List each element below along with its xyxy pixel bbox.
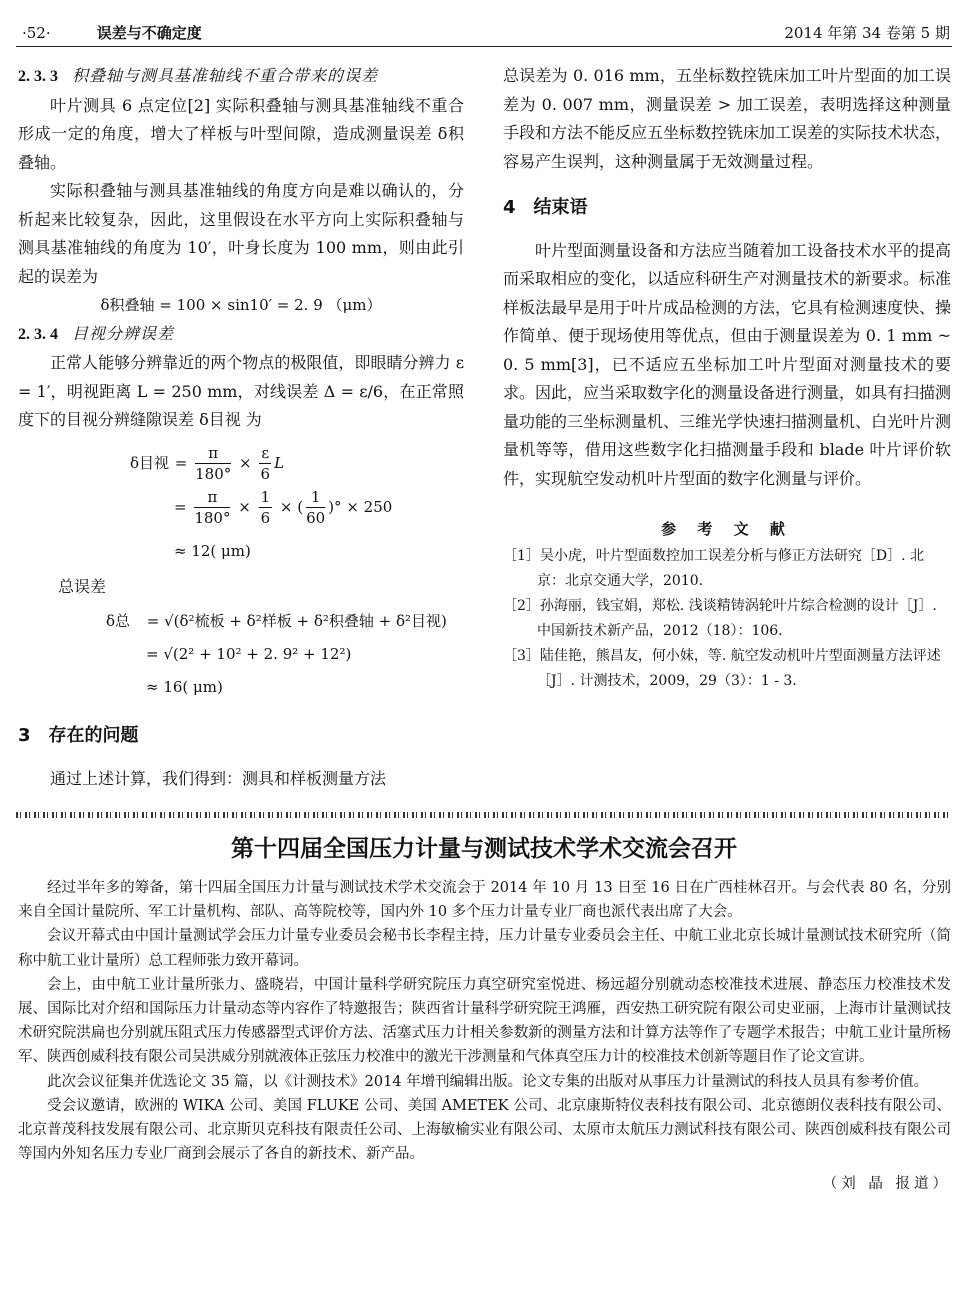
references-heading: 参 考 文 献 (661, 520, 793, 538)
paragraph: 叶片型面测量设备和方法应当随着加工设备技术水平的提高而采取相应的变化，以适应科研生产对测量技术的新要求。标准样板法最早是用于叶片成品检测的方法，它具有检测速度快、操作简单、便于现场使用等优点，但由于测量误差为 0. 1 mm ~ 0. 5 mm[3]，已不适应五坐标加工叶片型面对测量技术的要求。因此，应当采取数字化的测量设备进行测量，如具有扫描测量功能的三坐标测量机、三维光学快速扫描测量机、白光叶片测量机等等，借用这些数字化扫描测量手段和 blade 叶片评价软件，实现航空发动机叶片型面的数字化测量与评价。 (503, 240, 952, 488)
issue-info: 2014 年第 34 卷第 5 期 (784, 24, 950, 42)
section-4-heading: 4 结束语 (503, 197, 588, 218)
news-article (18, 876, 951, 1197)
journal-section-title: 误差与不确定度 (96, 24, 202, 42)
paragraph: 正常人能够分辨靠近的两个物点的极限值，即眼睛分辨力 ε = 1′，明视距离 L = 250 mm，对线误差 Δ = ε/6，在正常照度下的目视分辨缝隙误差 δ目视 为 (18, 353, 464, 429)
equation-3: δ总 = √(δ²梳板 + δ²样板 + δ²积叠轴 + δ²目视) = √(2² + 10² + 2. 9² + 12²) ≈ 16( μm) (106, 612, 447, 696)
reference-item: ［3］陆佳艳，熊昌友，何小妹，等. 航空发动机叶片型面测量方法评述［J］. 计测技术，2009，29（3）：1 - 3. (503, 647, 941, 689)
section-3-heading: 3 存在的问题 (18, 725, 139, 746)
reference-item: ［2］孙海丽，钱宝娟，郑松. 浅谈精铸涡轮叶片综合检测的设计［J］. 中国新技术新产品，2012（18）：106. (503, 597, 937, 639)
news-paragraph: 经过半年多的筹备，第十四届全国压力计量与测试技术学术交流会于 2014 年 10 月 13 日至 16 日在广西桂林召开。与会代表 80 名，分别来自全国计量院所、军工计量机构、部队、高等院校等，国内外 10 多个压力计量专业厂商也派代表出席了大会。 (18, 880, 951, 921)
left-column (18, 62, 464, 793)
section-2-3-4-heading: 2. 3. 4 目视分辨误差 (18, 323, 175, 343)
news-paragraph: 会议开幕式由中国计量测试学会压力计量专业委员会秘书长李程主持，压力计量专业委员会主任、中航工业北京长城计量测试技术研究所（简称中航工业计量所）总工程师张力致开幕词。 (18, 928, 951, 969)
paragraph: 实际积叠轴与测具基准轴线的角度方向是难以确认的，分析起来比较复杂，因此，这里假设在水平方向上实际积叠轴与测具基准轴线的角度为 10′，叶身长度为 100 mm，则由此引起的误差为 (18, 181, 464, 286)
equation-1: δ积叠轴 = 100 × sin10′ = 2. 9 （μm） (100, 296, 382, 314)
news-paragraph: 受会议邀请，欧洲的 WIKA 公司、美国 FLUKE 公司、美国 AMETEK 公司、北京康斯特仪表科技有限公司、北京德朗仪表科技有限公司、北京普茂科技发展有限公司、北京斯贝克科技有限责任公司、上海敏榆实业有限公司、太原市太航压力测试科技有限公司、陕西创威科技有限公司等国内外知名压力专业厂商到会展示了各自的新技术、新产品。 (18, 1097, 951, 1163)
paragraph: 总误差为 0. 016 mm，五坐标数控铣床加工叶片型面的加工误差为 0. 007 mm，测量误差 > 加工误差，表明选择这种测量手段和方法不能反应五坐标数控铣床加工误差的实际技术状态，容易产生误判，这种测量属于无效测量过程。 (503, 66, 952, 171)
news-title: 第十四届全国压力计量与测试技术学术交流会召开 (231, 836, 737, 862)
news-paragraph: 会上，由中航工业计量所张力、盛晓岩，中国计量科学研究院压力真空研究室悦进、杨远超分别就动态校准技术进展、静态压力校准技术发展、国际比对介绍和国际压力计量动态等内容作了特邀报告；陕西省计量科学研究院王鸿雁，西安热工研究院有限公司史亚丽，上海市计量测试技术研究院洪扁也分别就压阻式压力传感器型式评价方法、活塞式压力计相关参数新的测量方法和计算方法等作了专题学术报告；中航工业计量所杨军、陕西创威科技有限公司吴洪威分别就液体正弦压力校准中的激光干涉测量和气体真空压力计的校准技术创新等题目作了论文宣讲。 (18, 976, 951, 1066)
reference-item: ［1］吴小虎，叶片型面数控加工误差分析与修正方法研究［D］. 北京：北京交通大学，2010. (503, 547, 925, 589)
paragraph: 通过上述计算，我们得到：测具和样板测量方法 (50, 768, 387, 788)
decorative-divider (16, 812, 952, 818)
equation-2: δ目视 = $\frac{\pi}{180^\circ}$ × $\frac{\varepsilon}{6}$ L = $\frac{\pi}{180^\circ}$ × $\frac{1}{6}$ × ( $\frac{1}{60}$ )° × 250 ≈ 12( μm) (130, 444, 393, 560)
total-error-label: 总误差 (58, 576, 107, 596)
reporter-credit: （刘 晶 报道） (822, 1176, 951, 1193)
right-column (503, 62, 951, 694)
section-2-3-3-heading: 2. 3. 3 积叠轴与测具基准轴线不重合带来的误差 (18, 66, 379, 85)
paragraph: 叶片测具 6 点定位[2] 实际积叠轴与测具基准轴线不重合形成一定的角度，增大了样板与叶型间隙，造成测量误差 δ积叠轴。 (18, 95, 464, 172)
page-number: ·52· (22, 24, 51, 42)
news-paragraph: 此次会议征集并优选论文 35 篇，以《计测技术》2014 年增刊编辑出版。论文专集的出版对从事压力计量测试的科技人员具有参考价值。 (47, 1073, 929, 1090)
header-rule (16, 46, 952, 47)
